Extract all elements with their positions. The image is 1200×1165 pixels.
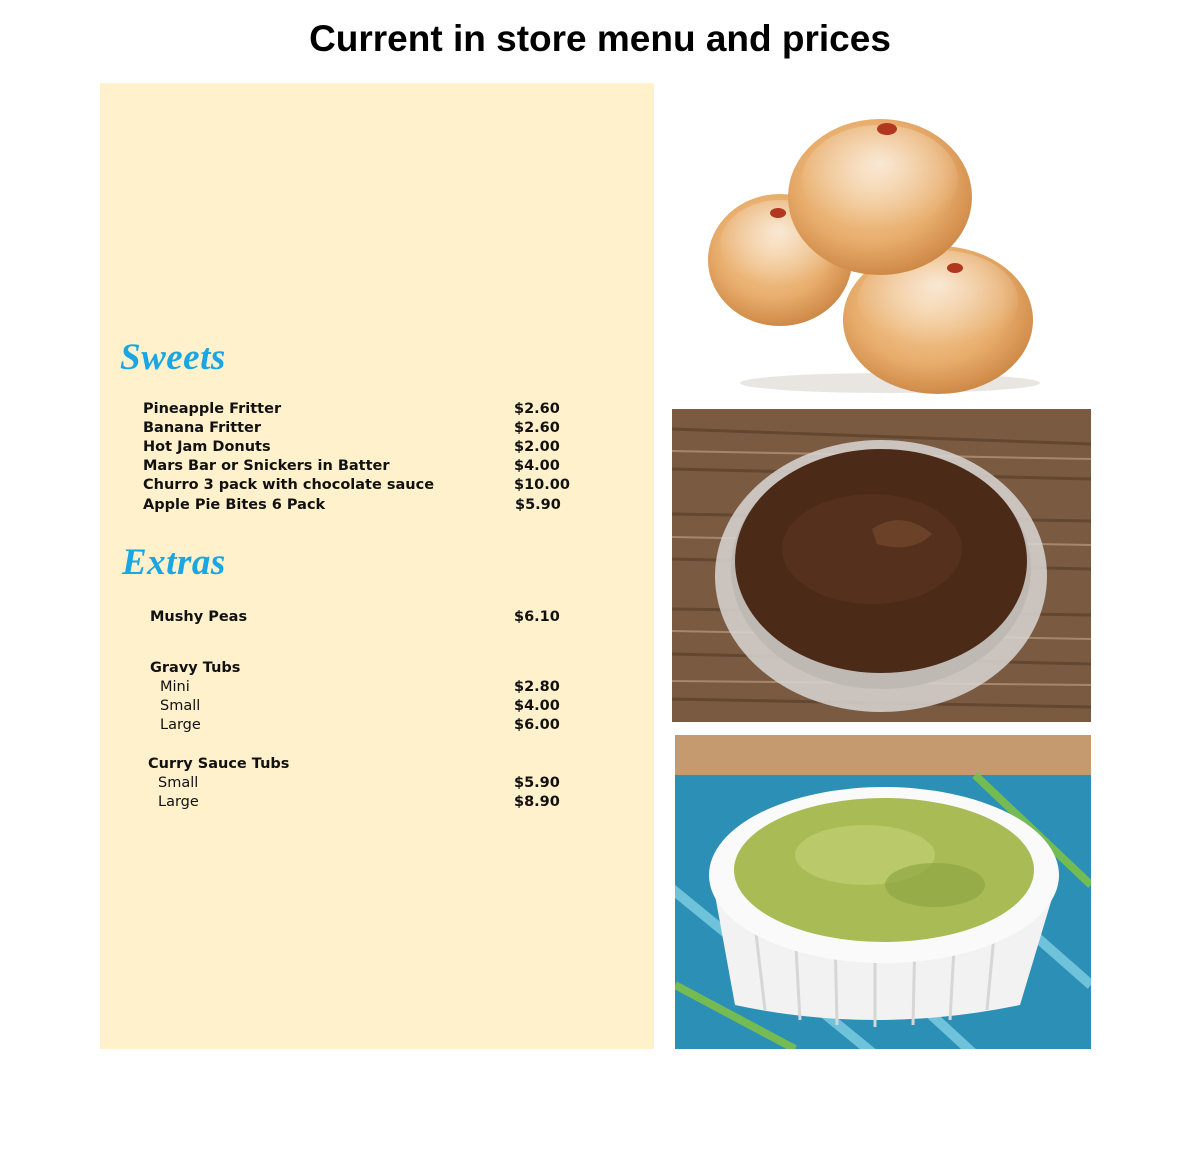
menu-item-name: Mars Bar or Snickers in Batter xyxy=(143,458,390,474)
page-title: Current in store menu and prices xyxy=(309,18,891,59)
gravy-size-price: $4.00 xyxy=(514,698,560,714)
mushy-peas-name: Mushy Peas xyxy=(150,609,248,625)
mushy-peas-price: $6.10 xyxy=(514,609,560,625)
menu-item-price: $2.60 xyxy=(514,420,560,436)
menu-item-name: Pineapple Fritter xyxy=(143,401,282,417)
gravy-tub-photo xyxy=(672,409,1091,722)
gravy-size-name: Small xyxy=(160,698,201,714)
jam-donuts-photo xyxy=(700,105,1060,395)
extras-heading: Extras xyxy=(122,542,226,583)
curry-sauce-heading: Curry Sauce Tubs xyxy=(148,756,290,772)
gravy-tubs-heading: Gravy Tubs xyxy=(150,660,241,676)
menu-item-name: Apple Pie Bites 6 Pack xyxy=(143,497,326,513)
menu-item-price: $2.60 xyxy=(514,401,560,417)
gravy-size-name: Mini xyxy=(160,679,190,695)
mushy-peas-photo xyxy=(675,735,1091,1049)
menu-item-name: Hot Jam Donuts xyxy=(143,439,271,455)
curry-size-price: $8.90 xyxy=(514,794,560,810)
menu-item-price: $5.90 xyxy=(515,497,561,513)
menu-item-price: $2.00 xyxy=(514,439,560,455)
menu-item-price: $4.00 xyxy=(514,458,560,474)
curry-size-name: Large xyxy=(158,794,199,810)
curry-size-name: Small xyxy=(158,775,199,791)
menu-item-name: Banana Fritter xyxy=(143,420,262,436)
gravy-size-price: $6.00 xyxy=(514,717,560,733)
gravy-size-price: $2.80 xyxy=(514,679,560,695)
menu-item-name: Churro 3 pack with chocolate sauce xyxy=(143,477,435,493)
menu-item-price: $10.00 xyxy=(514,477,570,493)
menu-panel xyxy=(100,83,654,1049)
sweets-heading: Sweets xyxy=(120,337,226,378)
gravy-size-name: Large xyxy=(160,717,201,733)
curry-size-price: $5.90 xyxy=(514,775,560,791)
